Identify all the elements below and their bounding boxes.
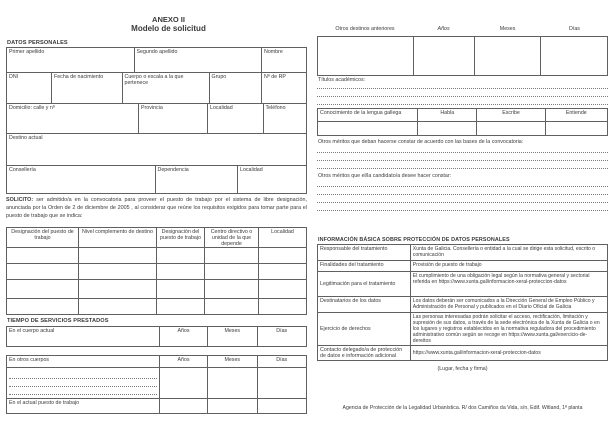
field-label: Localidad [240, 167, 263, 173]
lengua-gallega-table [317, 108, 608, 136]
entry-cell[interactable] [258, 368, 308, 399]
table-row [318, 109, 608, 122]
field-label: Escribe [502, 110, 520, 116]
meritos-bases-lines [317, 145, 608, 169]
col-header: Días [569, 26, 580, 32]
field-segundo-apellido[interactable] [135, 48, 263, 73]
datos-personales-label: DATOS PERSONALES [7, 40, 68, 46]
entry-cell[interactable] [208, 399, 258, 414]
dotted-fill-line[interactable] [317, 203, 608, 211]
col-header: Designación del puesto de trabajo [7, 228, 79, 248]
proteccion-row-label: Ejercicio de derechos [318, 313, 411, 346]
tiempo-servicios-label: TIEMPO DE SERVICIOS PRESTADOS [7, 318, 109, 324]
puesto-cell[interactable] [157, 299, 205, 315]
puesto-cell[interactable] [79, 264, 157, 280]
left-column [6, 0, 307, 439]
form-title [18, 15, 319, 33]
dotted-fill-line[interactable] [317, 97, 608, 105]
meritos-candidato-lines [317, 179, 608, 211]
entry-cell[interactable] [160, 399, 208, 414]
table-row [318, 261, 608, 272]
table-row [318, 245, 608, 261]
entry-cell[interactable] [318, 122, 418, 136]
puesto-cell[interactable] [7, 264, 79, 280]
dotted-fill-line[interactable] [317, 81, 608, 89]
field-meses[interactable] [208, 327, 258, 347]
proteccion-row-value: Los datos deberán ser comunicados a la Dirección General de Empleo Público y Administración de Personal y publicados en el Diario Oficial de Galicia [411, 297, 608, 313]
field-primer-apellido[interactable] [7, 48, 135, 73]
puesto-cell[interactable] [157, 248, 205, 264]
field-telefono[interactable] [264, 104, 308, 134]
table-row [318, 272, 608, 297]
field-dependencia[interactable] [156, 166, 239, 194]
dotted-fill-line[interactable] [317, 187, 608, 195]
entry-cell[interactable] [475, 37, 542, 76]
field-label: Meses [224, 328, 241, 334]
field-label: En el actual puesto de trabajo [9, 400, 80, 406]
field-lengua-gallega [318, 109, 418, 122]
field-label: Años [177, 328, 190, 334]
puesto-cell[interactable] [7, 248, 79, 264]
dotted-fill-line[interactable] [317, 145, 608, 153]
dotted-fill-line[interactable] [317, 89, 608, 97]
table-row [7, 166, 307, 194]
solicito-paragraph [6, 196, 307, 220]
table-row [7, 104, 307, 134]
field-otros-cuerpos[interactable] [7, 356, 160, 368]
proteccion-row-value: Provisión de puesto de trabajo [411, 261, 608, 272]
entry-cell[interactable] [546, 122, 608, 136]
puesto-empty-row [7, 299, 307, 315]
field-label: Provincia [141, 105, 163, 111]
datos-personales-table [6, 47, 307, 194]
field-label: Nº de RP [264, 74, 286, 80]
field-domicilio[interactable] [7, 104, 139, 134]
puesto-empty-row [7, 248, 307, 264]
field-localidad-conselleria[interactable] [238, 166, 307, 194]
field-label: Conocimiento de la lengua gallega [320, 110, 402, 116]
field-label: Días [276, 357, 288, 363]
footer-agency-line: Agencia de Protección de la Legalidad Urbanística. R/ dos Camiños da Vida, s/n, Edif. Witland, 1ª planta [342, 405, 583, 411]
dotted-fill-line[interactable] [9, 379, 157, 387]
field-anos[interactable] [160, 327, 208, 347]
dotted-fill-line[interactable] [317, 153, 608, 161]
entry-cell[interactable] [258, 399, 308, 414]
proteccion-row-label: Destinatarios de los datos [318, 297, 411, 313]
proteccion-row-label: Finalidades del tratamiento [318, 261, 411, 272]
titulos-academicos-label: Títulos académicos: [318, 77, 366, 83]
meritos-candidato-label: Otros méritos que el/la candidato/a desee hacer constar: [318, 173, 452, 179]
puesto-cell[interactable] [259, 264, 307, 280]
form-title-line1: ANEXO II [152, 15, 185, 24]
field-cuerpo-actual[interactable] [7, 327, 160, 347]
field-label: Fecha de nacimiento [54, 74, 104, 80]
field-dni[interactable] [7, 73, 52, 104]
otros-destinos-header [317, 26, 608, 32]
field-label: Cuerpo o escala a la que pertenece [124, 74, 184, 87]
field-num-rp[interactable] [262, 73, 307, 104]
puesto-cell[interactable] [205, 264, 259, 280]
tiempo-cuerpo-actual-table [6, 326, 307, 347]
dotted-fill-line[interactable] [317, 179, 608, 187]
table-row [7, 327, 307, 347]
puesto-cell[interactable] [259, 248, 307, 264]
entry-cell[interactable] [541, 37, 608, 76]
titulos-lines [317, 81, 608, 105]
field-label: Primer apellido [9, 49, 45, 55]
puesto-cell[interactable] [157, 264, 205, 280]
field-nombre[interactable] [262, 48, 307, 73]
table-row [318, 313, 608, 346]
puesto-cell[interactable] [259, 299, 307, 315]
tiempo-otros-cuerpos-table [6, 355, 307, 414]
entry-cell[interactable] [477, 122, 545, 136]
table-row [318, 37, 608, 76]
solicito-text: ser admitido/a en la convocatoria para proveer el puesto de trabajo por el sistema de libre designación, anunciada por la Orden de 2 de diciembre de 2005 , al considerar que reúne los requisitos exigidos para tomar parte para el puesto de trabajo que se indica: [6, 197, 307, 220]
field-entiende[interactable] [546, 109, 608, 122]
field-label: Grupo [211, 74, 227, 80]
table-row [7, 134, 307, 166]
field-label: Teléfono [265, 105, 286, 111]
puesto-cell[interactable] [7, 299, 79, 315]
field-label: Nombre [264, 49, 283, 55]
proteccion-row-value: Xunta de Galicia. Consellería o entidad a la cual se dirige esta solicitud, escrito o comunicación [411, 245, 608, 261]
field-cuerpo-escala[interactable] [123, 73, 210, 104]
proteccion-datos-table [317, 244, 608, 361]
field-destino-actual[interactable] [7, 134, 307, 166]
table-row [7, 356, 307, 368]
col-header: Designación del puesto de trabajo [157, 228, 205, 248]
field-label: Entiende [565, 110, 587, 116]
col-header: Localidad [259, 228, 307, 248]
puesto-cell[interactable] [79, 299, 157, 315]
puesto-empty-row [7, 264, 307, 280]
entry-cell[interactable] [418, 122, 477, 136]
puesto-cell[interactable] [79, 280, 157, 299]
table-row [7, 368, 307, 399]
field-conselleria[interactable] [7, 166, 156, 194]
proteccion-row-label: Contacto delegado/a de protección de datos e información adicional [318, 346, 411, 361]
form-title-line2: Modelo de solicitud [131, 24, 206, 33]
puesto-empty-row [7, 280, 307, 299]
field-label: DNI [9, 74, 19, 80]
proteccion-row-label: Responsable del tratamiento [318, 245, 411, 261]
field-label: Segundo apellido [136, 49, 178, 55]
puesto-table [6, 227, 307, 315]
table-row [318, 297, 608, 313]
field-label: Días [276, 328, 288, 334]
field-label: En el cuerpo actual [9, 328, 55, 334]
puesto-cell[interactable] [157, 280, 205, 299]
col-header: Meses [499, 26, 516, 32]
dotted-fill-line[interactable] [9, 387, 157, 395]
field-grupo[interactable] [210, 73, 263, 104]
field-label: Habla [440, 110, 455, 116]
field-label: Años [177, 357, 190, 363]
field-label: Meses [224, 357, 241, 363]
field-actual-puesto[interactable] [7, 399, 160, 414]
proteccion-row-value: El cumplimiento de una obligación legal según la normativa general y sectorial referida en https://www.xunta.gal/informacion-xeral-proteccion-datos [411, 272, 608, 297]
otros-cuerpos-lines-cell [7, 368, 160, 399]
field-meses[interactable] [208, 356, 258, 368]
field-label: Consellería [9, 167, 36, 173]
puesto-header-row [7, 228, 307, 248]
table-row [7, 48, 307, 73]
puesto-cell[interactable] [205, 280, 259, 299]
col-header: Otros destinos anteriores [335, 26, 395, 32]
col-header: Nivel complemento de destino [79, 228, 157, 248]
field-label: Dependencia [157, 167, 189, 173]
col-header: Años [437, 26, 450, 32]
table-row [318, 346, 608, 361]
col-header: Centro directivo o unidad de la que depende [205, 228, 259, 248]
field-fecha-nacimiento[interactable] [52, 73, 123, 104]
entry-cell[interactable] [208, 368, 258, 399]
puesto-cell[interactable] [205, 299, 259, 315]
field-localidad[interactable] [208, 104, 264, 134]
table-row [7, 399, 307, 414]
puesto-cell[interactable] [205, 248, 259, 264]
entry-cell[interactable] [414, 37, 475, 76]
lugar-fecha-firma-label: (Lugar, fecha y firma) [437, 366, 488, 372]
field-label: Destino actual [9, 135, 43, 141]
field-label: Domicilio: calle y nº [9, 105, 55, 111]
field-anos[interactable] [160, 356, 208, 368]
puesto-cell[interactable] [259, 280, 307, 299]
dotted-fill-line[interactable] [317, 195, 608, 203]
field-provincia[interactable] [139, 104, 208, 134]
field-dias[interactable] [258, 356, 308, 368]
table-row [7, 73, 307, 104]
puesto-cell[interactable] [79, 248, 157, 264]
proteccion-row-value: https://www.xunta.gal/informacion-xeral-proteccion-datos [411, 346, 608, 361]
entry-cell[interactable] [160, 368, 208, 399]
proteccion-datos-title: INFORMACIÓN BÁSICA SOBRE PROTECCIÓN DE DATOS PERSONALES [318, 237, 510, 243]
field-escribe[interactable] [477, 109, 545, 122]
proteccion-row-value: Las personas interesadas podrán solicitar el acceso, rectificación, limitación y supresión de sus datos, a través de la sede electrónica de la Xunta de Galicia o en los lugares y registros establecidos en la normativa reguladora del procedimiento administrativo común según se recoge en https://www.xunta.gal/exercicio-de-dereitos [411, 313, 608, 346]
field-dias[interactable] [258, 327, 308, 347]
field-habla[interactable] [418, 109, 477, 122]
otros-destinos-table [317, 36, 608, 76]
field-label: En otros cuerpos [9, 357, 50, 363]
right-column [317, 0, 610, 439]
field-label: Localidad [210, 105, 233, 111]
entry-cell[interactable] [318, 37, 414, 76]
meritos-bases-label: Otros méritos que deban hacerse constar de acuerdo con las bases de la convocatoria: [318, 139, 524, 145]
puesto-cell[interactable] [7, 280, 79, 299]
dotted-fill-line[interactable] [9, 371, 157, 379]
dotted-fill-line[interactable] [317, 161, 608, 169]
table-row [318, 122, 608, 136]
solicito-keyword: SOLICITO: [6, 197, 34, 203]
proteccion-row-label: Legitimación para el tratamiento [318, 272, 411, 297]
